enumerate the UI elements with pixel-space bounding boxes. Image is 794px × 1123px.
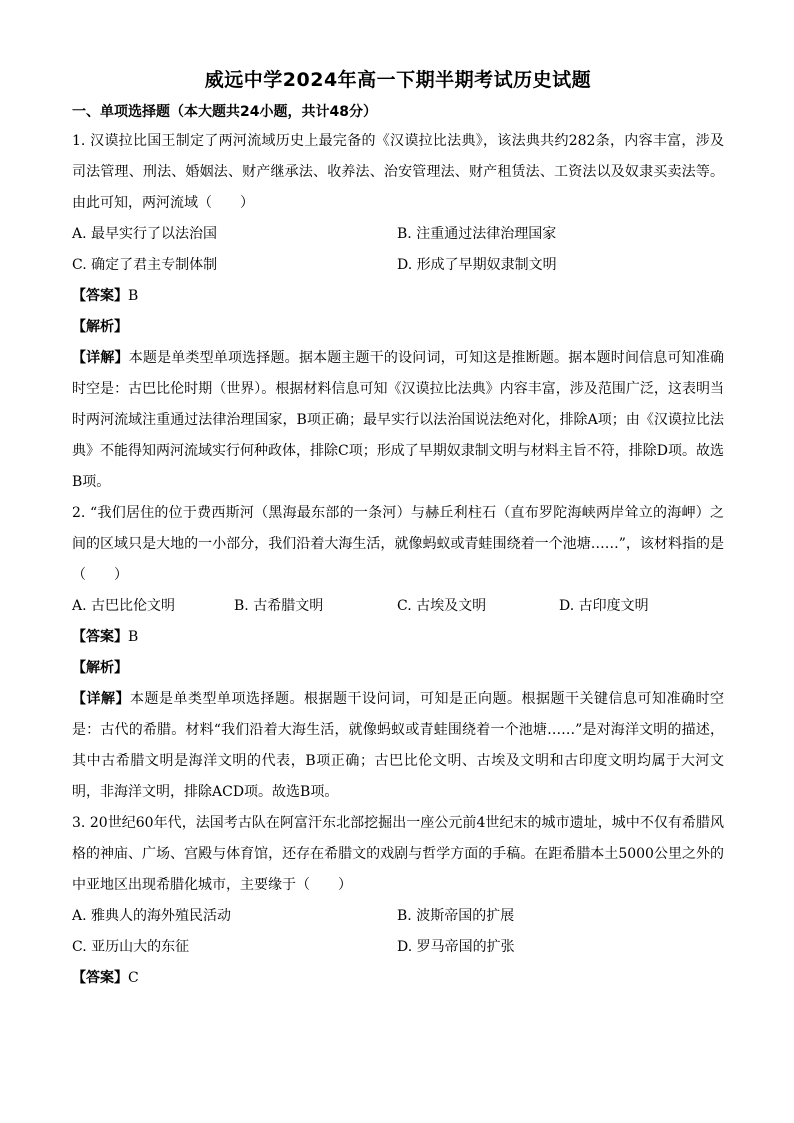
question-stem: 3. 20世纪60年代，法国考古队在阿富汗东北部挖掘出一座公元前4世纪末的城市遗址，城中不仅有希腊风格的神庙、广场、宫殿与体育馆，还存在希腊文的戏剧与哲学方面的手稿。在距希腊本土5000公里之外的中亚地区出现希腊化城市，主要缘于（ ） bbox=[72, 815, 724, 893]
question-2 bbox=[72, 498, 724, 808]
analysis-label: 【解析】 bbox=[72, 660, 128, 676]
question-stem: 1. 汉谟拉比国王制定了两河流域历史上最完备的《汉谟拉比法典》，该法典共约282条，内容丰富，涉及司法管理、刑法、婚姻法、财产继承法、收养法、治安管理法、财产租赁法、工资法以及奴隶买卖法等。由此可知，两河流域（ ） bbox=[72, 133, 724, 211]
detail-text: 本题是单类型单项选择题。据本题主题干的设问词，可知这是推断题。据本题时间信息可知准确时空是：古巴比伦时期（世界）。根据材料信息可知《汉谟拉比法典》内容丰富，涉及范围广泛，这表明当时两河流域注重通过法律治理国家，B项正确；最早实行以法治国说法绝对化，排除A项；由《汉谟拉比法典》不能得知两河流域实行何种政体，排除C项；形成了早期奴隶制文明与材料主旨不符，排除D项。故选B项。 bbox=[72, 350, 725, 490]
answer-value: B bbox=[128, 629, 139, 645]
option-b: B. 注重通过法律治理国家 bbox=[397, 226, 557, 242]
answer-label: 【答案】 bbox=[72, 288, 128, 304]
option-d: D. 古印度文明 bbox=[559, 598, 649, 614]
options-list bbox=[72, 591, 724, 622]
question-stem: 2. “我们居住的位于费西斯河（黑海最东部的一条河）与赫丘利柱石（直布罗陀海峡两岸耸立的海岬）之间的区域只是大地的一小部分，我们沿着大海生活，就像蚂蚁或青蛙围绕着一个池塘……”，该材料指的是（ ） bbox=[72, 505, 724, 583]
answer-line bbox=[72, 622, 724, 653]
detail-label: 【详解】 bbox=[72, 350, 129, 366]
answer-line bbox=[72, 963, 724, 994]
section-header: 一、单项选择题（本大题共24小题，共计48分） bbox=[72, 104, 377, 120]
answer-label: 【答案】 bbox=[72, 970, 128, 986]
page-title: 威远中学2024年高一下期半期考试历史试题 bbox=[204, 69, 592, 91]
exam-page bbox=[72, 62, 724, 994]
detail-paragraph bbox=[72, 343, 724, 498]
option-b: B. 波斯帝国的扩展 bbox=[397, 908, 515, 924]
detail-paragraph bbox=[72, 684, 724, 808]
option-c: C. 确定了君主专制体制 bbox=[72, 257, 218, 273]
detail-label: 【详解】 bbox=[72, 691, 130, 707]
option-a: A. 雅典人的海外殖民活动 bbox=[72, 908, 232, 924]
option-d: D. 形成了早期奴隶制文明 bbox=[397, 257, 557, 273]
options-list bbox=[72, 901, 724, 963]
option-c: C. 古埃及文明 bbox=[397, 598, 487, 614]
option-d: D. 罗马帝国的扩张 bbox=[397, 939, 515, 955]
question-1 bbox=[72, 126, 724, 498]
analysis-line bbox=[72, 312, 724, 343]
options-list bbox=[72, 219, 724, 281]
answer-label: 【答案】 bbox=[72, 629, 128, 645]
question-3 bbox=[72, 808, 724, 994]
option-a: A. 古巴比伦文明 bbox=[72, 598, 176, 614]
analysis-line bbox=[72, 653, 724, 684]
option-a: A. 最早实行了以法治国 bbox=[72, 226, 218, 242]
answer-line bbox=[72, 281, 724, 312]
answer-value: C bbox=[128, 970, 139, 986]
answer-value: B bbox=[128, 288, 139, 304]
detail-text: 本题是单类型单项选择题。根据题干设问词，可知是正向题。根据题干关键信息可知准确时空是：古代的希腊。材料“我们沿着大海生活，就像蚂蚁或青蛙围绕着一个池塘……”是对海洋文明的描述，其中古希腊文明是海洋文明的代表，B项正确；古巴比伦文明、古埃及文明和古印度文明均属于大河文明，非海洋文明，排除ACD项。故选B项。 bbox=[72, 691, 724, 800]
analysis-label: 【解析】 bbox=[72, 319, 128, 335]
option-c: C. 亚历山大的东征 bbox=[72, 939, 190, 955]
option-b: B. 古希腊文明 bbox=[234, 598, 324, 614]
